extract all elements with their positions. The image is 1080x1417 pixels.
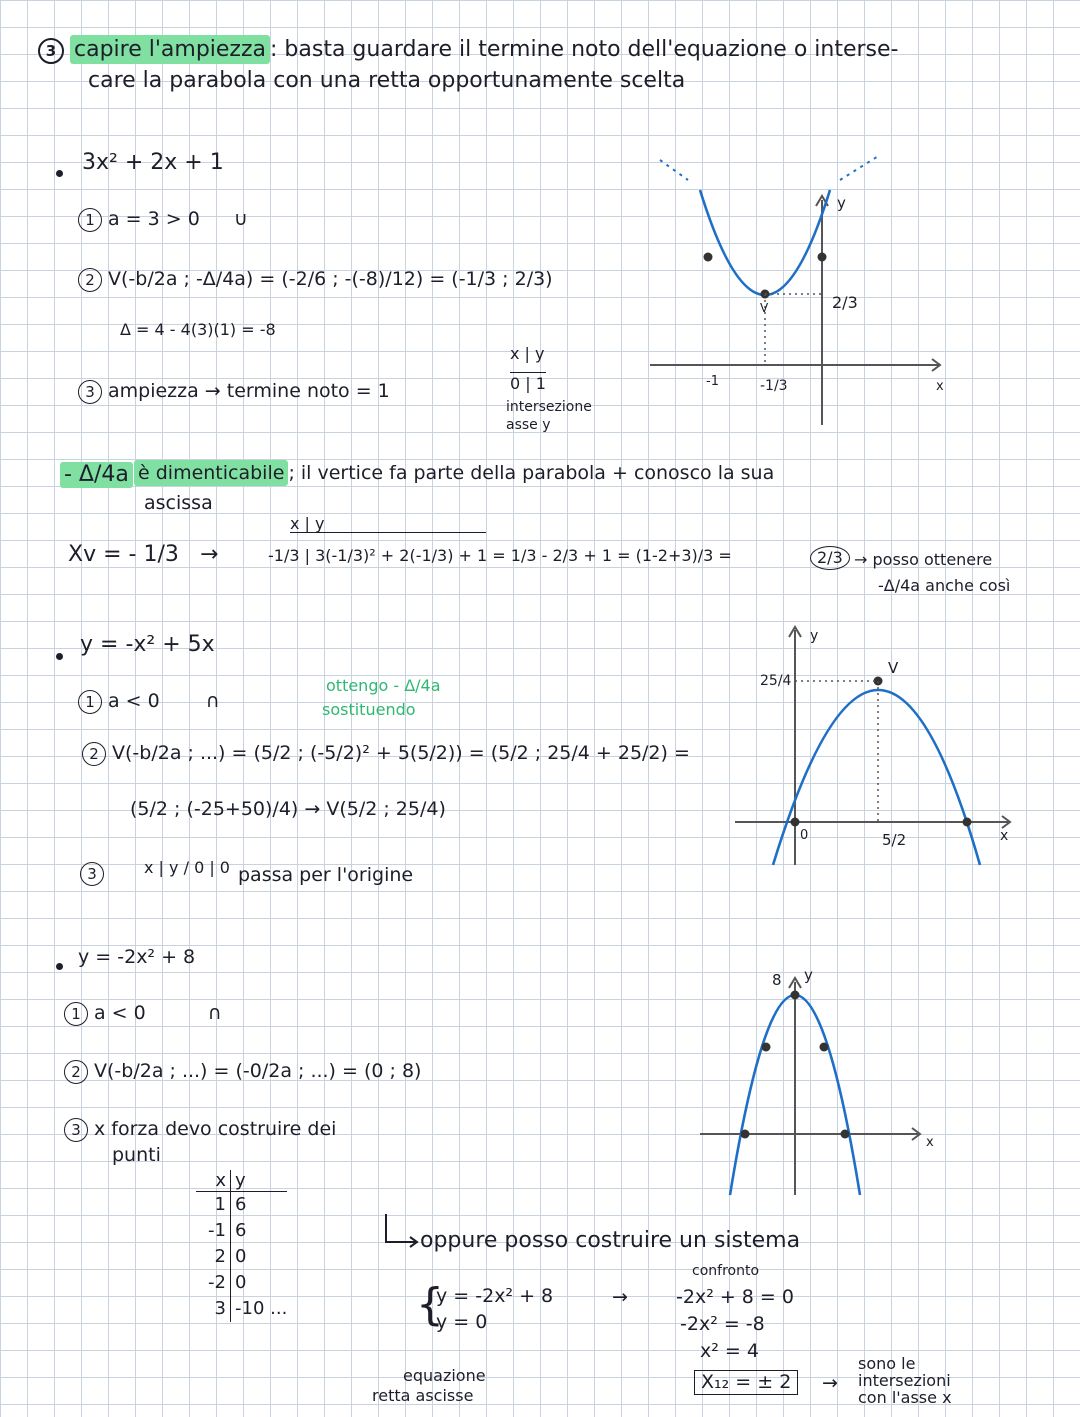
label-y: y xyxy=(837,194,846,212)
label-v: V xyxy=(888,659,899,677)
bullet xyxy=(56,963,63,970)
ex2-step-3-table: x | y / 0 | 0 xyxy=(144,858,230,877)
ex1-table-head: x | y xyxy=(510,344,545,363)
ex3-step-3-text: x forza devo costruire dei xyxy=(94,1118,337,1140)
note-result-circle: 2/3 xyxy=(810,546,850,570)
point xyxy=(963,818,972,827)
table-row xyxy=(196,1244,287,1270)
table-cell: 3 xyxy=(196,1296,231,1322)
point xyxy=(818,253,827,262)
note-tail-2: -Δ/4a anche così xyxy=(878,576,1011,595)
point xyxy=(704,253,713,262)
step-number-circle: 3 xyxy=(38,38,64,64)
step-circle: 2 xyxy=(78,268,102,292)
ex2-equation: y = -x² + 5x xyxy=(80,632,215,657)
tick-label-minus-1-3: -1/3 xyxy=(760,378,788,394)
ex3-alt-text: oppure posso costruire un sistema xyxy=(420,1228,801,1253)
ex3-equation: y = -2x² + 8 xyxy=(78,946,196,968)
point xyxy=(762,1043,771,1052)
upward-shape-icon: ∪ xyxy=(233,208,248,230)
ex3-graph xyxy=(690,960,950,1210)
table-cell: 6 xyxy=(235,1220,247,1241)
solve-line-2: -2x² = -8 xyxy=(680,1313,765,1335)
ex2-step-2-text: V(-b/2a ; ...) = (5/2 ; (-5/2)² + 5(5/2)) = (5/2 ; 25/4 + 25/2) = xyxy=(112,742,690,764)
solve-line-1: -2x² + 8 = 0 xyxy=(676,1286,794,1308)
step-circle: 2 xyxy=(64,1060,88,1084)
ex1-step-2-text: V(-b/2a ; -Δ/4a) = (-2/6 ; -(-8)/12) = (-1/3 ; 2/3) xyxy=(108,268,553,290)
ex2-green-note-1: ottengo - Δ/4a xyxy=(326,676,441,695)
solve-line-3: x² = 4 xyxy=(700,1340,759,1362)
ex2-step-2 xyxy=(82,742,690,766)
ex1-step-3 xyxy=(78,380,390,404)
step-circle: 3 xyxy=(64,1118,88,1142)
curve-continuation xyxy=(660,160,688,180)
note-tail-1: → posso ottenere xyxy=(854,550,993,569)
label-x: x xyxy=(936,379,944,394)
label-0: 0 xyxy=(800,828,809,843)
bullet xyxy=(56,170,63,177)
ex1-step-2 xyxy=(78,268,553,292)
note-highlight: è dimenticabile xyxy=(134,460,288,486)
point xyxy=(741,1130,750,1139)
tick-label-minus-1: -1 xyxy=(706,374,719,389)
table-cell: 0 xyxy=(235,1272,247,1293)
note-delta-label: - Δ/4a xyxy=(60,462,133,488)
ex1-step-3-text: ampiezza → termine noto = 1 xyxy=(108,380,390,402)
label-25-4: 25/4 xyxy=(760,673,792,689)
ex1-step-1 xyxy=(78,208,248,232)
step-circle: 3 xyxy=(78,380,102,404)
ex3-step-1 xyxy=(64,1002,222,1026)
ex1-table-note-1: intersezione xyxy=(506,399,592,415)
ex3-step-2-text: V(-b/2a ; ...) = (-0/2a ; ...) = (0 ; 8) xyxy=(94,1060,422,1082)
system-eq-2: y = 0 xyxy=(436,1311,488,1333)
final-note-2: intersezioni xyxy=(858,1371,951,1390)
ex2-step-3-text: passa per l'origine xyxy=(238,864,414,886)
ex3-step-1-text: a < 0 xyxy=(94,1002,146,1024)
ex2-step-1-text: a < 0 xyxy=(108,690,160,712)
table-header xyxy=(196,1170,287,1192)
note-text-2: ; il vertice fa parte della parabola + conosco la sua xyxy=(288,462,775,484)
label-v: V xyxy=(760,301,769,315)
label-2-3: 2/3 xyxy=(832,293,858,312)
label-x: x xyxy=(926,1135,934,1150)
table-row xyxy=(196,1296,287,1322)
note-arrow-icon: → xyxy=(200,542,219,567)
bullet xyxy=(56,653,63,660)
header-text-1: : basta guardare il termine noto dell'equazione o interse- xyxy=(270,37,899,62)
header-title: capire l'ampiezza xyxy=(70,35,270,64)
step-circle: 2 xyxy=(82,742,106,766)
step-circle: 1 xyxy=(78,690,102,714)
solve-result-box: X₁₂ = ± 2 xyxy=(694,1370,798,1395)
downward-shape-icon: ∩ xyxy=(205,690,220,712)
step-circle: 1 xyxy=(64,1002,88,1026)
final-note-3: con l'asse x xyxy=(858,1388,952,1407)
table-cell: 2 xyxy=(196,1244,231,1270)
downward-shape-icon: ∩ xyxy=(207,1002,222,1024)
table-cell: -2 xyxy=(196,1270,231,1296)
table-row xyxy=(196,1192,287,1218)
ex1-graph xyxy=(640,150,960,440)
label-8: 8 xyxy=(772,971,782,989)
ex3-value-table xyxy=(196,1170,287,1322)
ex1-step-1-text: a = 3 > 0 xyxy=(108,208,200,230)
label-y: y xyxy=(804,966,813,984)
table-cell: 1 xyxy=(196,1192,231,1218)
header-line-2: care la parabola con una retta opportunamente scelta xyxy=(88,68,686,93)
ex2-step-2b: (5/2 ; (-25+50)/4) → V(5/2 ; 25/4) xyxy=(130,798,446,820)
origin-point xyxy=(791,818,800,827)
system-note-2: retta ascisse xyxy=(372,1386,474,1405)
step-circle: 3 xyxy=(80,862,104,886)
vertex-point xyxy=(791,991,800,1000)
note-table-head: x | y xyxy=(290,516,486,533)
curve-continuation xyxy=(840,155,880,180)
note-line-1 xyxy=(134,464,774,483)
ex1-table-note-2: asse y xyxy=(506,417,551,433)
system-brace-icon: { xyxy=(416,1279,444,1330)
step-circle: 1 xyxy=(78,208,102,232)
system-note-1: equazione xyxy=(403,1366,486,1385)
table-row xyxy=(196,1218,287,1244)
note-text-3: ascissa xyxy=(144,492,213,514)
ex1-table-row: 0 | 1 xyxy=(510,374,546,393)
table-cell: 6 xyxy=(235,1194,247,1215)
ex2-graph xyxy=(730,615,1030,885)
system-arrow-icon: → xyxy=(612,1286,628,1308)
result-arrow-icon: → xyxy=(822,1372,838,1394)
parabola-curve xyxy=(700,190,830,295)
point xyxy=(820,1043,829,1052)
ex3-step-3-text-b: punti xyxy=(112,1144,161,1166)
table-row xyxy=(196,1270,287,1296)
bent-arrow-icon xyxy=(382,1212,422,1252)
header-line-1 xyxy=(38,38,899,64)
final-note-1: sono le xyxy=(858,1354,916,1373)
ex3-step-2 xyxy=(64,1060,421,1084)
ex2-step-1 xyxy=(78,690,220,714)
confronto-label: confronto xyxy=(692,1263,760,1279)
table-header-x: x xyxy=(196,1170,231,1191)
table-cell: -1 xyxy=(196,1218,231,1244)
label-y: y xyxy=(810,628,819,644)
label-5-2: 5/2 xyxy=(882,831,907,849)
ex2-step-3 xyxy=(80,862,110,886)
ex1-delta: Δ = 4 - 4(3)(1) = -8 xyxy=(120,320,276,339)
point xyxy=(841,1130,850,1139)
table-header-y: y xyxy=(235,1170,246,1191)
table-cell: 0 xyxy=(235,1246,247,1267)
note-xv: Xv = - 1/3 xyxy=(68,542,179,567)
table-cell: -10 ... xyxy=(235,1298,288,1319)
note-calc: -1/3 | 3(-1/3)² + 2(-1/3) + 1 = 1/3 - 2/3 + 1 = (1-2+3)/3 = xyxy=(268,546,732,565)
system-eq-1: y = -2x² + 8 xyxy=(436,1285,554,1307)
ex3-step-3 xyxy=(64,1118,336,1142)
ex1-equation: 3x² + 2x + 1 xyxy=(82,150,224,175)
label-x: x xyxy=(1000,828,1009,844)
ex2-green-note-2: sostituendo xyxy=(322,700,416,719)
